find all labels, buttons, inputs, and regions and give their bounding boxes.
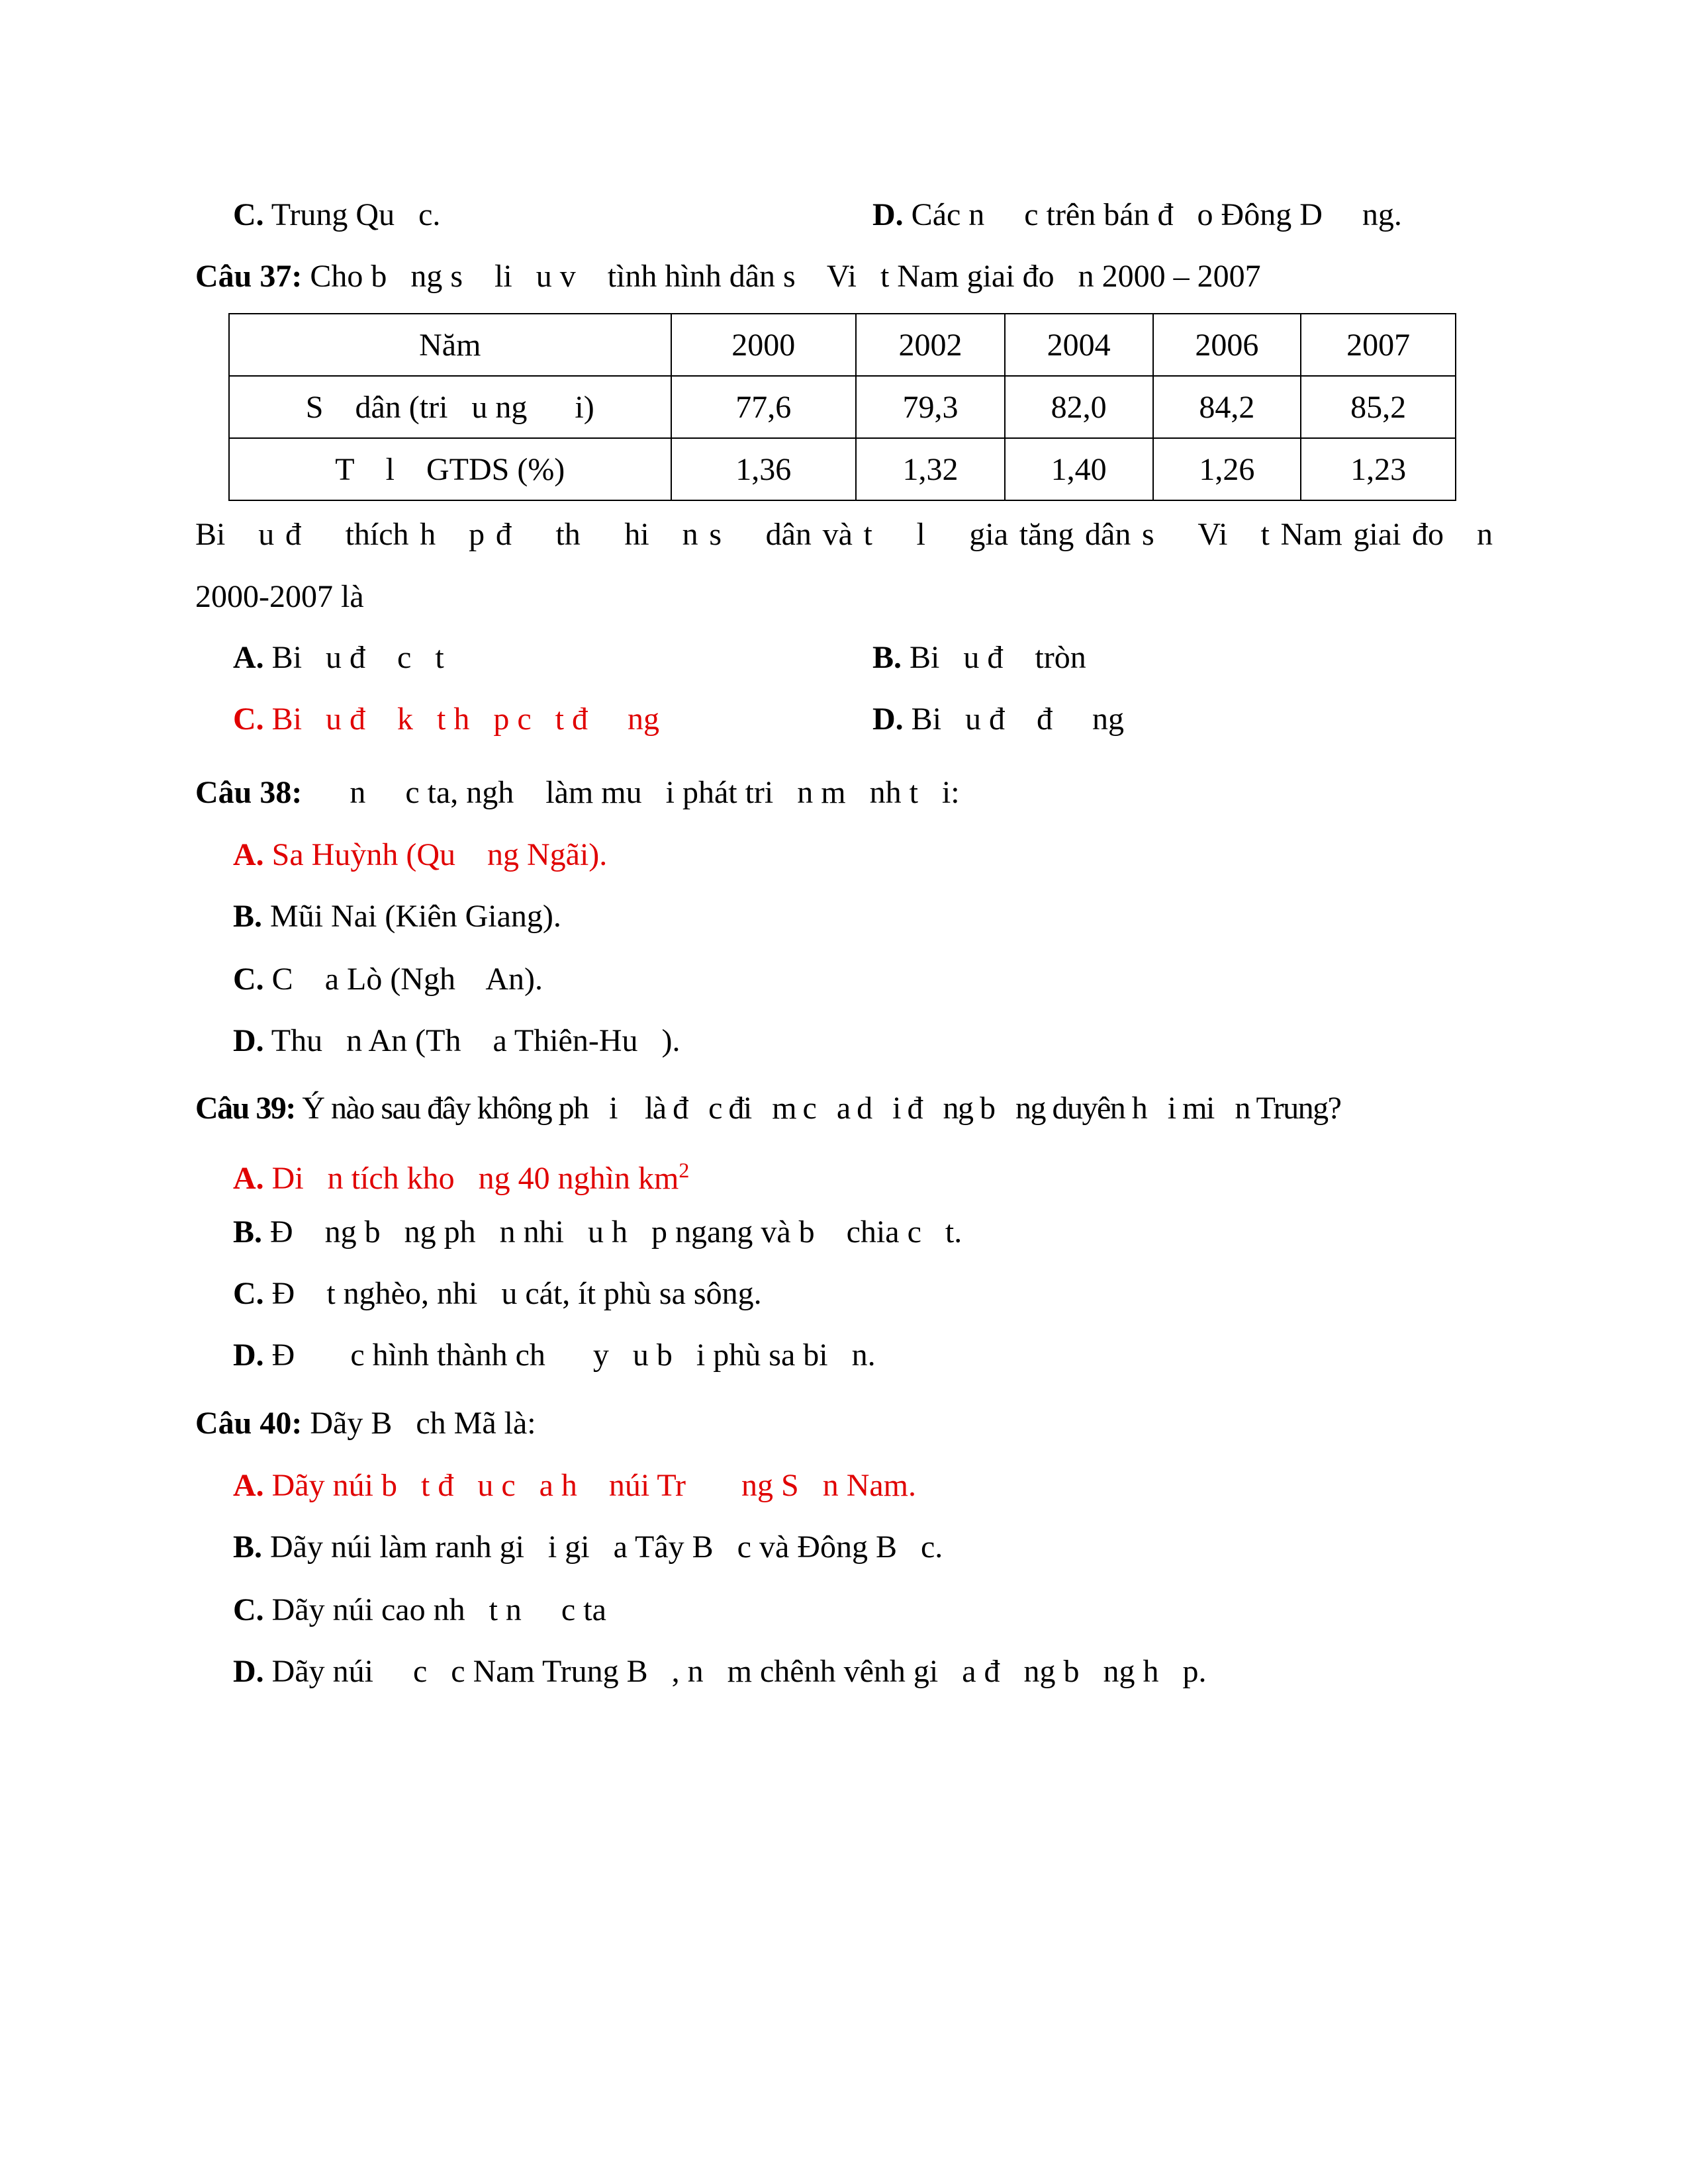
q40-option-d: D. Dãy núi c c Nam Trung B , n m chênh vênh gi a đ ng b ng h p. xyxy=(233,1654,1207,1689)
table-cell: 1,36 xyxy=(671,438,857,500)
q40-option-c: C. Dãy núi cao nh t n c ta xyxy=(233,1592,606,1627)
q40-question: Câu 40: Dãy B ch Mã là: xyxy=(195,1406,536,1441)
q39-option-c: C. Đ t nghèo, nhi u cát, ít phù sa sông. xyxy=(233,1276,762,1311)
q38-option-c: C. C a Lò (Ngh An). xyxy=(233,962,543,997)
q39-option-b: B. Đ ng b ng ph n nhi u h p ngang và b chia c t. xyxy=(233,1214,962,1250)
table-cell: 1,23 xyxy=(1301,438,1456,500)
q36-option-d: D. Các n c trên bán đ o Đông D ng. xyxy=(872,197,1402,232)
q38-question: Câu 38: n c ta, ngh làm mu i phát tri n m nh t i: xyxy=(195,775,960,810)
q39-question: Câu 39: Ý nào sau đây không ph i là đ c đi m c a d i đ ng b ng duyên h i mi n Trung? xyxy=(195,1091,1341,1126)
table-cell: 2002 xyxy=(856,314,1005,376)
q38-option-d: D. Thu n An (Th a Thiên-Hu ). xyxy=(233,1023,680,1058)
table-cell: 1,32 xyxy=(856,438,1005,500)
table-cell: 79,3 xyxy=(856,376,1005,438)
table-cell: 1,26 xyxy=(1153,438,1301,500)
q37-option-a: A. Bi u đ c t xyxy=(233,640,444,675)
table-cell: 2006 xyxy=(1153,314,1301,376)
q39-option-a-answer: A. Di n tích kho ng 40 nghìn $km^2$ xyxy=(233,1158,690,1196)
table-cell: 1,40 xyxy=(1005,438,1153,500)
table-row xyxy=(229,438,1456,500)
table-row xyxy=(229,376,1456,438)
table-cell: 2007 xyxy=(1301,314,1456,376)
table-header-row xyxy=(229,314,1456,376)
q40-option-a-answer: A. Dãy núi b t đ u c a h núi Tr ng S n Nam. xyxy=(233,1468,917,1503)
table-cell: S dân (tri u ng i) xyxy=(229,376,671,438)
q37-question: Câu 37: Cho b ng s li u v tình hình dân s Vi t Nam giai đo n 2000 – 2007 xyxy=(195,259,1261,294)
q37-prompt-line1: Bi u đ thích h p đ th hi n s dân và t l gia tăng dân s Vi t Nam giai đo n xyxy=(195,517,1493,552)
table-cell: 77,6 xyxy=(671,376,857,438)
table-cell: 82,0 xyxy=(1005,376,1153,438)
table-cell: Năm xyxy=(229,314,671,376)
q36-option-c: C. Trung Qu c. xyxy=(233,197,441,232)
q38-option-b: B. Mũi Nai (Kiên Giang). xyxy=(233,899,561,934)
table-cell: 2004 xyxy=(1005,314,1153,376)
q38-option-a-answer: A. Sa Huỳnh (Qu ng Ngãi). xyxy=(233,837,608,872)
q37-option-b: B. Bi u đ tròn xyxy=(872,640,1086,675)
population-table xyxy=(228,313,1456,501)
table-cell: T l GTDS (%) xyxy=(229,438,671,500)
table-cell: 2000 xyxy=(671,314,857,376)
q37-prompt-line2: 2000-2007 là xyxy=(195,579,364,614)
table-cell: 85,2 xyxy=(1301,376,1456,438)
q37-option-d: D. Bi u đ đ ng xyxy=(872,702,1125,737)
q39-option-d: D. Đ c hình thành ch y u b i phù sa bi n. xyxy=(233,1338,876,1373)
q40-option-b: B. Dãy núi làm ranh gi i gi a Tây B c và Đông B c. xyxy=(233,1529,943,1565)
q37-option-c-answer: C. Bi u đ k t h p c t đ ng xyxy=(233,702,659,737)
table-cell: 84,2 xyxy=(1153,376,1301,438)
